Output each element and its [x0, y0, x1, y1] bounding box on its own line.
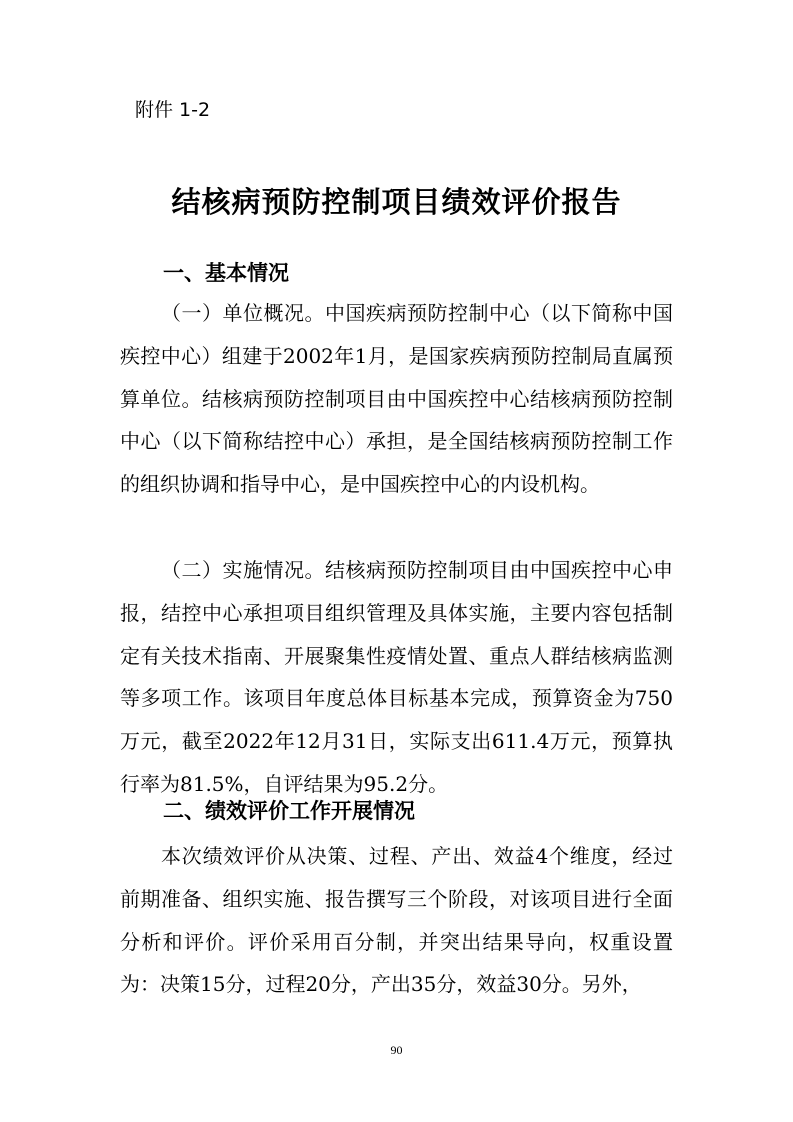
- section-heading-basic-info: 一、基本情况: [163, 261, 289, 285]
- section-heading-evaluation-work: 二、绩效评价工作开展情况: [163, 799, 415, 823]
- paragraph-unit-overview: （一）单位概况。中国疾病预防控制中心（以下简称中国疾控中心）组建于2002年1月，是国家疾病预防控制局直属预算单位。结核病预防控制项目由中国疾控中心结核病预防控制中心（以下简称结控中心）承担，是全国结核病预防控制工作的组织协调和指导中心，是中国疾控中心的内设机构。: [120, 301, 673, 497]
- page-number: 90: [390, 1043, 403, 1057]
- document-title: 结核病预防控制项目绩效评价报告: [171, 185, 622, 219]
- paragraph-implementation: （二）实施情况。结核病预防控制项目由中国疾控中心申报，结控中心承担项目组织管理及具体实施，主要内容包括制定有关技术指南、开展聚集性疫情处置、重点人群结核病监测等多项工作。该项目年度总体目标基本完成，预算资金为750万元，截至2022年12月31日，实际支出611.4万元，预算执行率为81.5%，自评结果为95.2分。: [120, 558, 673, 796]
- attachment-label: 附件 1-2: [135, 99, 211, 121]
- paragraph-evaluation-method: 本次绩效评价从决策、过程、产出、效益4个维度，经过前期准备、组织实施、报告撰写三个阶段，对该项目进行全面分析和评价。评价采用百分制，并突出结果导向，权重设置为：决策15分，过程20分，产出35分，效益30分。另外，: [120, 844, 673, 997]
